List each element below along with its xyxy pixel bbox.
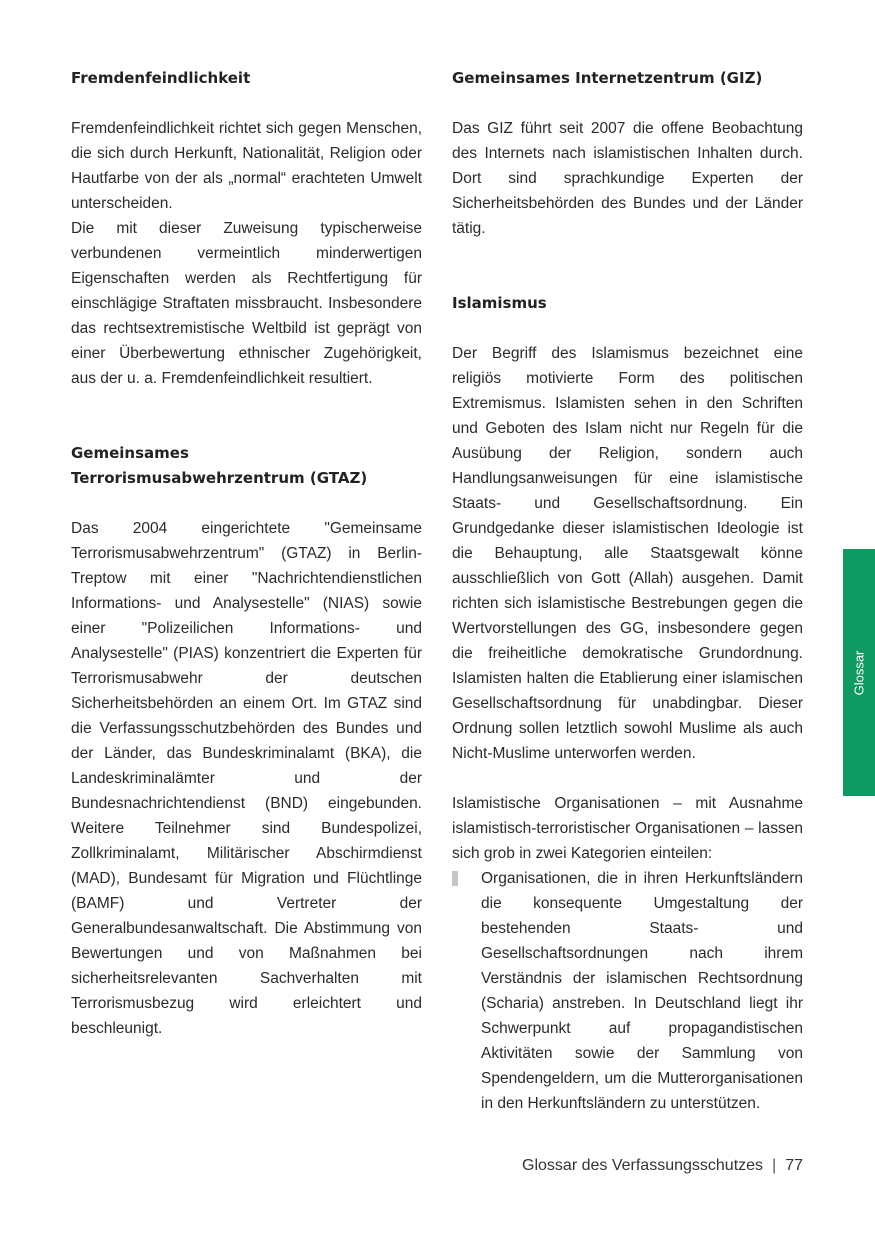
left-column (71, 66, 422, 1041)
right-column (452, 66, 803, 1116)
paragraph: Der Begriff des Islamismus bezeichnet eine religiös motivierte Form des politischen Extremismus. Islamisten sehen in den Schriften und Geboten des Islam nicht nur Regeln für die Ausübung der Religion, sondern auch Handlungsanweisungen für eine islamistische Staats- und Gesellschaftsordnung. Ein Grundgedanke dieser islamistischen Ideologie ist die Behauptung, alle Staatsgewalt könne ausschließlich von Gott (Allah) ausgehen. Damit richten sich islamistische Bestrebungen gegen die Wertvorstellungen des GG, insbesondere gegen die freiheitliche demokratische Grundordnung. Islamisten halten die Etablierung einer islamischen Gesellschaftsordnung für unabdingbar. Dieser Ordnung sollen letztlich sowohl Muslime als auch Nicht-Muslime unterworfen werden. (452, 345, 803, 762)
list-item (452, 866, 803, 1116)
heading-fremdenfeindlichkeit: Fremdenfeindlichkeit (71, 69, 251, 87)
paragraph: Islamistische Organisationen – mit Ausnahme islamistisch-terroristischer Organisationen – lassen sich grob in zwei Kategorien einteilen: (452, 795, 803, 862)
paragraph: Die mit dieser Zuweisung typischerweise verbundenen vermeintlich minderwertigen Eigenschaften werden als Rechtfertigung für einschlägige Straftaten missbraucht. Insbesondere das rechtsextremistische Weltbild ist geprägt von einer Überbewertung ethnischer Zugehörigkeit, aus der u. a. Fremdenfeindlichkeit resultiert. (71, 220, 422, 387)
heading-giz: Gemeinsames Internetzentrum (GIZ) (452, 69, 763, 87)
side-tab-label: Glossar (851, 650, 867, 695)
footer-separator: | (772, 1157, 777, 1174)
page-number: 77 (785, 1157, 803, 1174)
side-tab-glossar (843, 549, 875, 796)
bullet-marker-icon (452, 871, 458, 886)
page-footer (522, 1157, 803, 1175)
paragraph: Das 2004 eingerichtete "Gemeinsame Terrorismusabwehrzentrum" (GTAZ) in Berlin-Treptow mit einer "Nachrichtendienstlichen Informations- und Analysestelle" (NIAS) sowie einer "Polizeilichen Informations- und Analysestelle" (PIAS) konzentriert die Experten für Terrorismusabwehr der deutschen Sicherheitsbehörden an einem Ort. Im GTAZ sind die Verfassungsschutzbehörden des Bundes und der Länder, das Bundeskriminalamt (BKA), die Landeskriminalämter und der Bundesnachrichtendienst (BND) eingebunden. Weitere Teilnehmer sind Bundespolizei, Zollkriminalamt, Militärischer Abschirmdienst (MAD), Bundesamt für Migration und Flüchtlinge (BAMF) und Vertreter der Generalbundesanwaltschaft. Die Abstimmung von Bewertungen und von Maßnahmen bei sicherheitsrelevanten Sachverhalten mit Terrorismusbezug wird erleichtert und beschleunigt. (71, 520, 422, 1037)
footer-title: Glossar des Verfassungsschutzes (522, 1157, 764, 1174)
paragraph: Das GIZ führt seit 2007 die offene Beobachtung des Internets nach islamistischen Inhalten durch. Dort sind sprachkundige Experten der Sicherheitsbehörden des Bundes und der Länder tätig. (452, 120, 803, 237)
bullet-list (452, 866, 803, 1116)
heading-islamismus: Islamismus (452, 294, 547, 312)
paragraph: Fremdenfeindlichkeit richtet sich gegen Menschen, die sich durch Herkunft, Nationalität, Religion oder Hautfarbe von der als „normal“ erachteten Umwelt unterscheiden. (71, 120, 422, 212)
list-item-text: Organisationen, die in ihren Herkunftsländern die konsequente Umgestaltung der bestehenden Staats- und Gesellschaftsordnungen nach ihrem Verständnis der islamischen Rechtsordnung (Scharia) anstreben. In Deutschland liegt ihr Schwerpunkt auf propagandistischen Aktivitäten sowie der Sammlung von Spendengeldern, um die Mutterorganisationen in den Herkunftsländern zu unterstützen. (481, 870, 803, 1112)
heading-gtaz: Gemeinsames Terrorismusabwehrzentrum (GTAZ) (71, 444, 368, 487)
